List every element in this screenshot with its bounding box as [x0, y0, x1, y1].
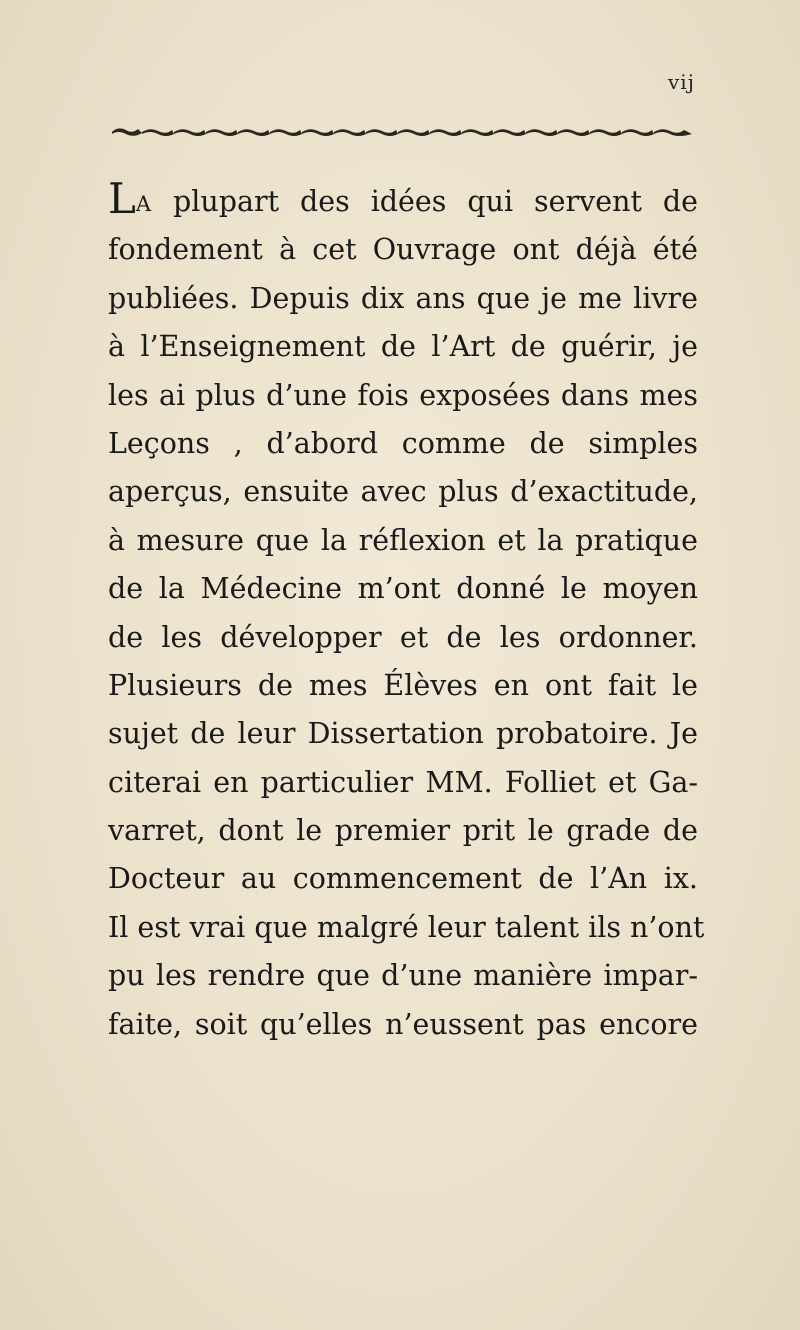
text-line: les ai plus d’une fois exposées dans mes	[108, 378, 698, 412]
line-text: plupart des idées qui servent de	[152, 185, 698, 218]
drop-capital: L	[108, 174, 136, 223]
text-line: à mesure que la réflexion et la pratique	[108, 523, 698, 557]
page-number: vij	[668, 70, 695, 94]
decorative-rule	[112, 124, 692, 140]
text-line: fondement à cet Ouvrage ont déjà été	[108, 233, 698, 267]
text-line: Il est vrai que malgré leur talent ils n’ont	[108, 910, 705, 944]
text-line: faite, soit qu’elles n’eussent pas encore	[108, 1007, 698, 1041]
small-capital: A	[135, 192, 153, 216]
text-line: de les développer et de les ordonner.	[108, 620, 698, 654]
text-line: aperçus, ensuite avec plus d’exactitude,	[108, 475, 698, 509]
text-line: varret, dont le premier prit le grade de	[108, 814, 698, 848]
text-line: à l’Enseignement de l’Art de guérir, je	[108, 330, 698, 364]
body-text	[108, 174, 705, 1049]
text-line: publiées. Depuis dix ans que je me livre	[108, 281, 698, 315]
text-line	[108, 174, 698, 226]
text-line: citerai en particulier MM. Folliet et Ga-	[108, 765, 698, 799]
text-line: Plusieurs de mes Élèves en ont fait le	[108, 668, 698, 702]
text-line: sujet de leur Dissertation probatoire. Je	[108, 717, 698, 751]
text-line: de la Médecine m’ont donné le moyen	[108, 572, 698, 606]
text-line: Docteur au commencement de l’An ix.	[108, 862, 698, 896]
text-line: Leçons , d’abord comme de simples	[108, 426, 698, 460]
text-line: pu les rendre que d’une manière impar-	[108, 959, 698, 993]
